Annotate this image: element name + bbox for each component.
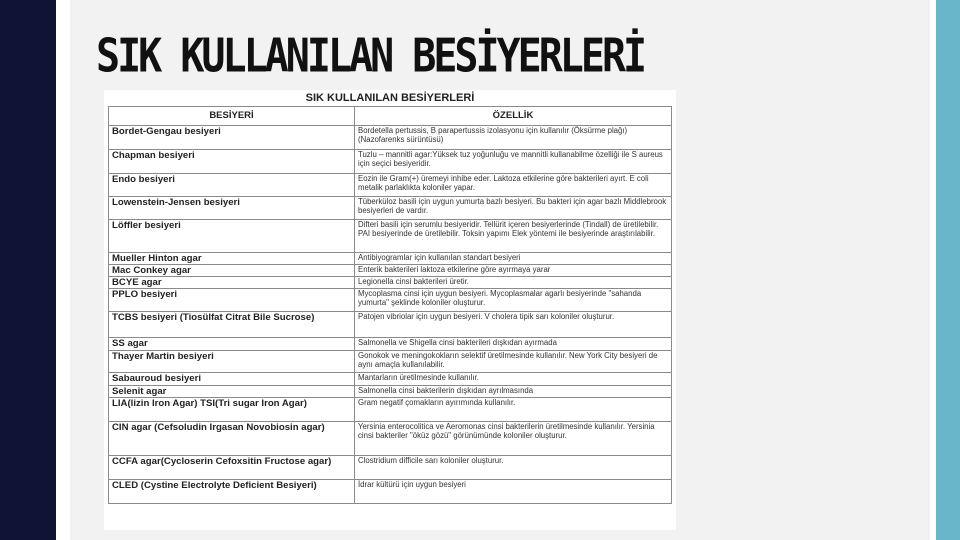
- medium-property: Enterik bakterileri laktoza etkilerine göre ayırmaya yarar: [355, 265, 672, 277]
- table-row: [109, 126, 672, 150]
- medium-name: Lowenstein-Jensen besiyeri: [109, 197, 355, 220]
- medium-name: Löffler besiyeri: [109, 220, 355, 253]
- medium-name: Bordet-Gengau besiyeri: [109, 126, 355, 150]
- medium-property: Mantarların üretilmesinde kullanılır.: [355, 373, 672, 386]
- medium-name: CLED (Cystine Electrolyte Deficient Besiyeri): [109, 480, 355, 504]
- table-header-row: [109, 107, 672, 126]
- medium-property: Legionella cinsi bakterileri üretir.: [355, 277, 672, 289]
- table-row: [109, 456, 672, 480]
- header-property: ÖZELLİK: [355, 107, 672, 126]
- medium-name: SS agar: [109, 338, 355, 351]
- table-row: [109, 351, 672, 373]
- medium-name: Selenit agar: [109, 386, 355, 398]
- medium-property: Difteri basili için serumlu besiyeridir. Tellürit içeren besiyerlerinde (Tindall) de üretilebilir. PAI besiyerinde de üretilebilir. Toksin yapımı Elek yöntemi ile besiyerinde araştırılabilir.: [355, 220, 672, 253]
- left-decor-band: [0, 0, 56, 540]
- table-row: [109, 422, 672, 456]
- medium-property: Patojen vibriolar için uygun besiyeri. V cholera tipik sarı koloniler oluşturur.: [355, 312, 672, 338]
- medium-name: Sabauroud besiyeri: [109, 373, 355, 386]
- table-row: [109, 289, 672, 312]
- table-row: [109, 398, 672, 422]
- medium-name: TCBS besiyeri (Tiosülfat Citrat Bile Sucrose): [109, 312, 355, 338]
- medium-name: Chapman besiyeri: [109, 150, 355, 174]
- medium-property: Antibiyogramlar için kullanılan standart besiyeri: [355, 253, 672, 265]
- table-row: [109, 150, 672, 174]
- medium-property: Yersinia enterocolitica ve Aeromonas cinsi bakterilerin üretilmesinde kullanılır. Yersinia cinsi bakteriler "öküz gözü" görünümünde koloniler oluşturur.: [355, 422, 672, 456]
- medium-property: Tuzlu – mannitli agar:Yüksek tuz yoğunluğu ve mannitli kullanabilme özelliği ile S aureus için seçici besiyeridir.: [355, 150, 672, 174]
- medium-name: Thayer Martin besiyeri: [109, 351, 355, 373]
- medium-property: Clostridium difficile sarı koloniler oluşturur.: [355, 456, 672, 480]
- table-row: [109, 312, 672, 338]
- table-row: [109, 253, 672, 265]
- table-row: [109, 338, 672, 351]
- medium-name: PPLO besiyeri: [109, 289, 355, 312]
- right-decor-band: [936, 0, 960, 540]
- header-medium: BESİYERİ: [109, 107, 355, 126]
- medium-property: Gonokok ve meningokokların selektif üretilmesinde kullanılır. New York City besiyeri de aynı amaçla kullanılabilir.: [355, 351, 672, 373]
- table-row: [109, 265, 672, 277]
- medium-name: BCYE agar: [109, 277, 355, 289]
- medium-property: Gram negatif çomakların ayırımında kullanılır.: [355, 398, 672, 422]
- medium-name: Mac Conkey agar: [109, 265, 355, 277]
- table-row: [109, 277, 672, 289]
- medium-name: Endo besiyeri: [109, 174, 355, 197]
- left-decor-stripe: [56, 0, 70, 540]
- medium-name: LIA(lizin Iron Agar) TSI(Tri sugar Iron Agar): [109, 398, 355, 422]
- media-table-image: [104, 90, 676, 530]
- slide-title: SIK KULLANILAN BESİYERLERİ: [96, 30, 645, 83]
- medium-property: Tüberküloz basili için uygun yumurta bazlı besiyeri. Bu bakteri için agar bazlı Middlebrook besiyerleri de vardır.: [355, 197, 672, 220]
- medium-property: İdrar kültürü için uygun besiyeri: [355, 480, 672, 504]
- medium-property: Eozin ile Gram(+) üremeyi inhibe eder. Laktoza etkilerine göre bakterileri ayırt. E coli metalik parlaklıkta koloniler yapar.: [355, 174, 672, 197]
- table-caption: SIK KULLANILAN BESİYERLERİ: [305, 92, 475, 104]
- medium-name: Mueller Hinton agar: [109, 253, 355, 265]
- table-row: [109, 480, 672, 504]
- medium-name: CIN agar (Cefsoludin Irgasan Novobiosin agar): [109, 422, 355, 456]
- medium-property: Bordetella pertussis, B parapertussis izolasyonu için kullanılır (Öksürme plağı) (Nazofarenks sürüntüsü): [355, 126, 672, 150]
- medium-property: Salmonella cinsi bakterilerin dışkıdan ayrılmasında: [355, 386, 672, 398]
- table-row: [109, 220, 672, 253]
- media-table: [108, 106, 672, 504]
- medium-property: Mycoplasma cinsi için uygun besiyeri. Mycoplasmalar agarlı besiyerinde "sahanda yumurta" şeklinde koloniler oluşturur.: [355, 289, 672, 312]
- table-row: [109, 373, 672, 386]
- table-row: [109, 197, 672, 220]
- table-row: [109, 386, 672, 398]
- medium-name: CCFA agar(Cycloserin Cefoxsitin Fructose agar): [109, 456, 355, 480]
- medium-property: Salmonella ve Shigella cinsi bakterileri dışkıdan ayırmada: [355, 338, 672, 351]
- table-row: [109, 174, 672, 197]
